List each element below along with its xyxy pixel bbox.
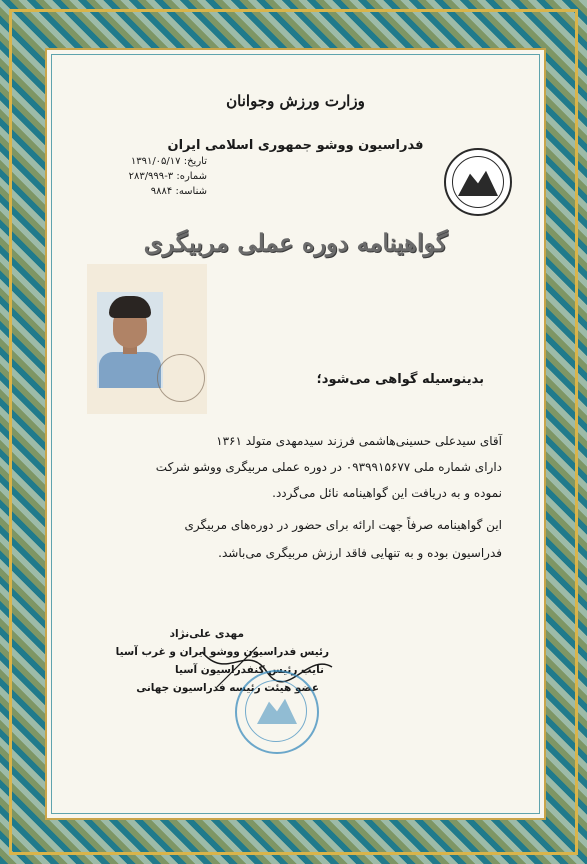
certificate-intro: بدینوسیله گواهی می‌شود؛ — [316, 372, 484, 387]
certificate-body-line: فدراسیون بوده و به تنهایی فاقد ارزش مربیگری می‌باشد. — [218, 546, 502, 560]
certificate-body-line: دارای شماره ملی ۰۹۳۹۹۱۵۶۷۷ در دوره عملی مربیگری ووشو شرکت — [155, 460, 502, 474]
official-stamp — [235, 670, 319, 754]
signatory-role: عضو هیئت رئیسه فدراسیون جهانی — [136, 682, 319, 694]
federation-logo — [444, 148, 512, 216]
certificate-page — [45, 48, 546, 820]
certificate-body-line: نموده و به دریافت این گواهینامه نائل می‌گردد. — [272, 486, 502, 500]
certificate-title: گواهینامه دوره عملی مربیگری — [143, 228, 448, 257]
certificate-body-line: این گواهینامه صرفاً جهت ارائه برای حضور در دوره‌های مربیگری — [184, 518, 502, 532]
photo-stamp — [157, 354, 205, 402]
certificate-body-line: آقای سیدعلی حسینی‌هاشمی فرزند سیدمهدی متولد ۱۳۶۱ — [216, 434, 502, 448]
meta-date: تاریخ: ۱۳۹۱/۰۵/۱۷ — [130, 156, 207, 167]
signatory-name: مهدی علی‌نژاد — [169, 628, 244, 640]
document-meta — [97, 154, 207, 199]
federation-heading: فدراسیون ووشو جمهوری اسلامی ایران — [167, 138, 424, 153]
meta-id: شناسه: ۹۸۸۴ — [150, 186, 207, 197]
signatory-role: رئیس فدراسیون ووشو ایران و غرب آسیا — [115, 646, 329, 658]
meta-number: شماره: ۳-۲۸۳/۹۹۹ — [128, 171, 207, 182]
ministry-heading: وزارت ورزش وجوانان — [226, 92, 365, 110]
signatory-role: نایب رئیس کنفدراسیون آسیا — [175, 664, 324, 676]
portrait-photo — [87, 264, 207, 414]
